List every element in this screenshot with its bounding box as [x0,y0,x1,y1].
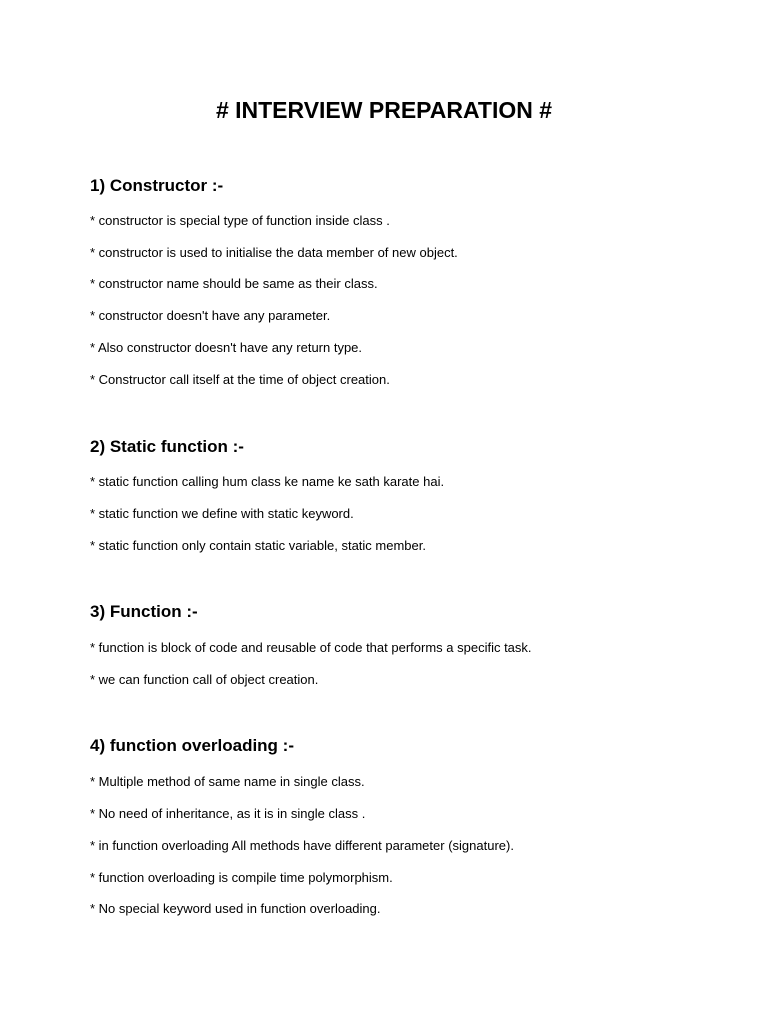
bullet-point: * constructor name should be same as their class. [90,276,378,291]
section-heading-constructor: 1) Constructor :- [90,176,224,195]
bullet-point: * function overloading is compile time polymorphism. [90,870,393,885]
section-heading-static-function: 2) Static function :- [90,437,244,456]
bullet-point: * Multiple method of same name in single class. [90,774,365,789]
bullet-point: * constructor doesn't have any parameter. [90,308,331,323]
bullet-point: * static function only contain static variable, static member. [90,538,426,553]
bullet-point: * constructor is special type of function inside class . [90,213,390,228]
bullet-point: * function is block of code and reusable of code that performs a specific task. [90,640,532,655]
bullet-point: * Constructor call itself at the time of object creation. [90,372,390,387]
bullet-point: * constructor is used to initialise the data member of new object. [90,245,458,260]
bullet-point: * static function calling hum class ke name ke sath karate hai. [90,474,445,489]
bullet-point: * in function overloading All methods have different parameter (signature). [90,838,514,853]
bullet-point: * static function we define with static keyword. [90,506,354,521]
bullet-point: * No special keyword used in function overloading. [90,901,381,916]
section-heading-function-overloading: 4) function overloading :- [90,736,294,755]
bullet-point: * No need of inheritance, as it is in single class . [90,806,366,821]
document-title: # INTERVIEW PREPARATION # [215,97,553,123]
bullet-point: * Also constructor doesn't have any return type. [90,340,363,355]
section-heading-function: 3) Function :- [90,602,198,621]
bullet-point: * we can function call of object creation. [90,672,319,687]
